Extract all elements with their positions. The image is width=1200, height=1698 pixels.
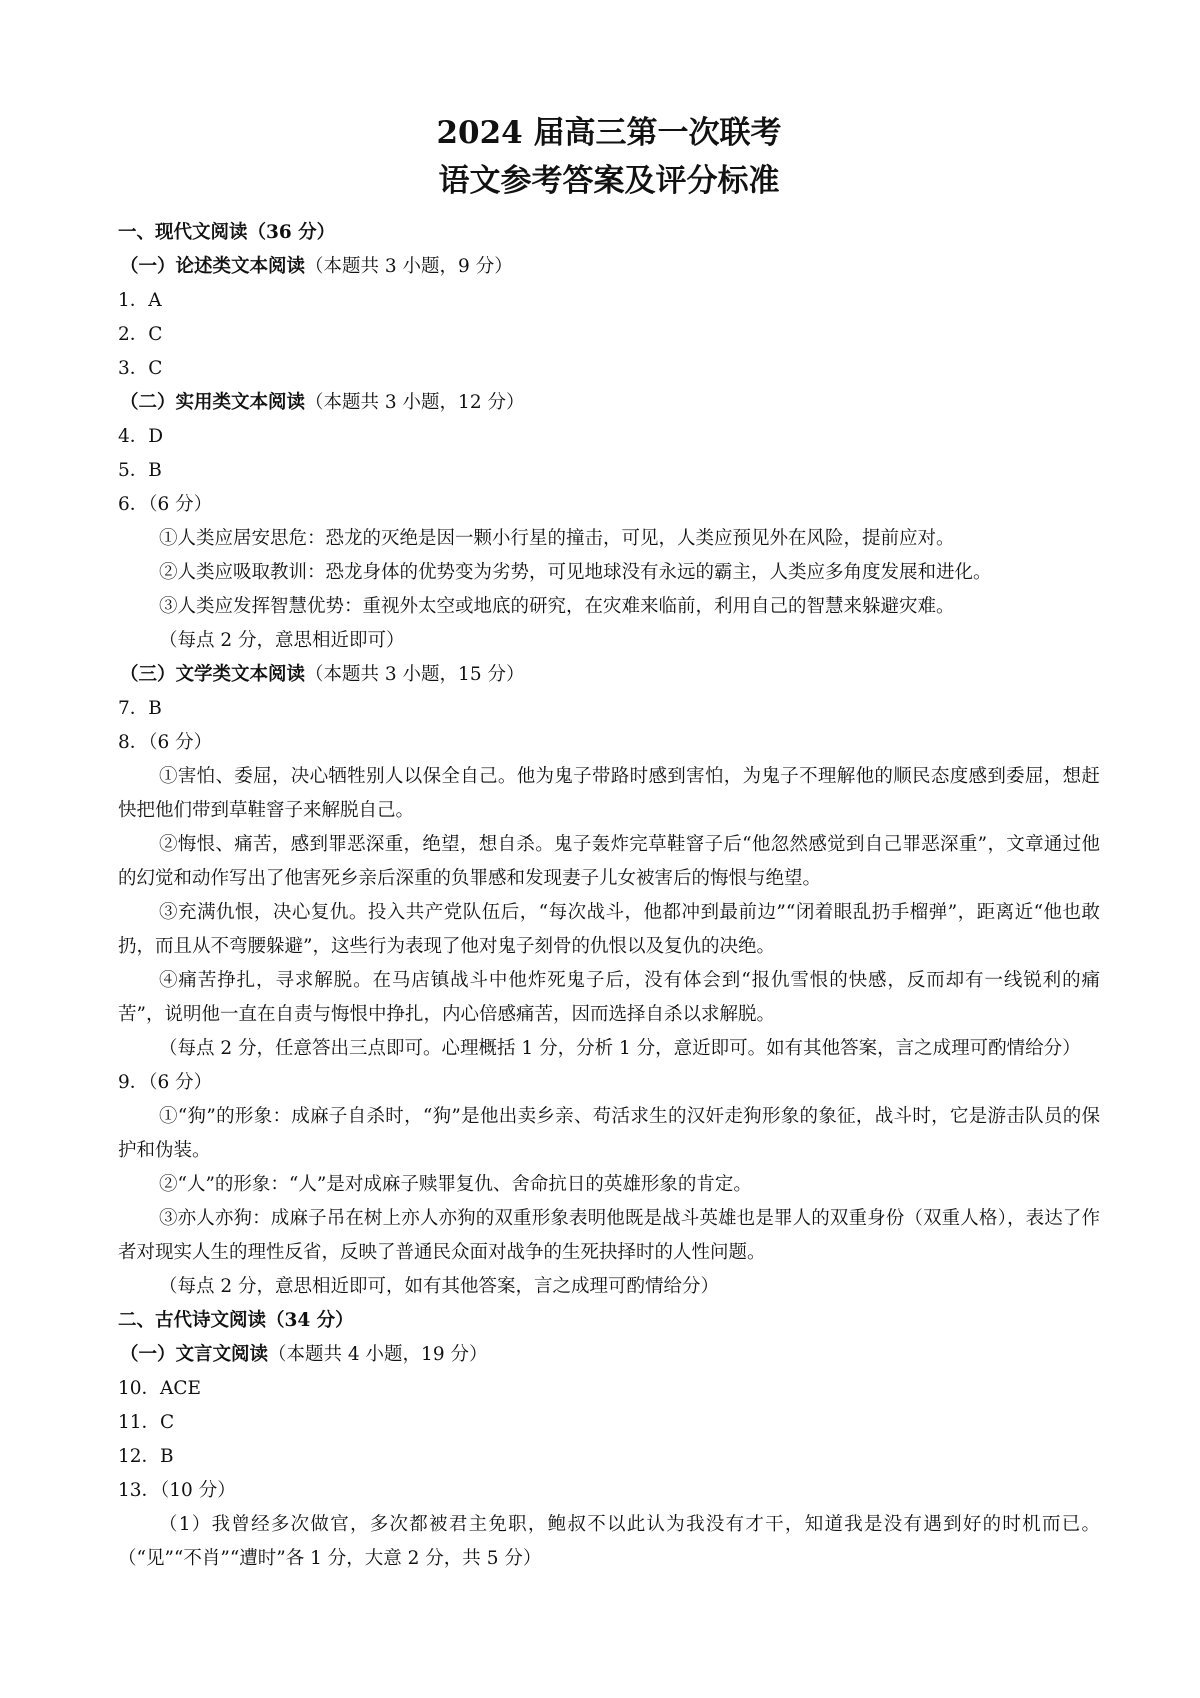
subsection-heading [118, 250, 1100, 284]
answer-paragraph: ②悔恨、痛苦，感到罪恶深重，绝望，想自杀。鬼子轰炸完草鞋窨子后“他忽然感觉到自己罪恶深重”，文章通过他的幻觉和动作写出了他害死乡亲后深重的负罪感和发现妻子儿女被害后的悔恨与绝望。 [118, 834, 1100, 889]
answer-item: 10．ACE [118, 1378, 202, 1399]
document-body [118, 216, 1100, 1576]
answer-item: 2．C [118, 324, 163, 345]
answer-item: 7．B [118, 698, 162, 719]
answer-paragraph: ②“人”的形象：“人”是对成麻子赎罪复仇、舍命抗日的英雄形象的肯定。 [159, 1174, 752, 1195]
answer-paragraph: （1）我曾经多次做官，多次都被君主免职，鲍叔不以此认为我没有才干，知道我是没有遇到好的时机而已。（“见”“不肖”“遭时”各 1 分，大意 2 分，共 5 分） [118, 1514, 1100, 1569]
subsection-score: （本题共 3 小题，12 分） [305, 392, 525, 413]
answer-paragraph: ①人类应居安思危：恐龙的灭绝是因一颗小行星的撞击，可见，人类应预见外在风险，提前应对。 [159, 528, 955, 549]
answer-item: 13．（10 分） [118, 1480, 236, 1501]
subsection-title: （一）论述类文本阅读 [120, 256, 306, 277]
answer-paragraph: ④痛苦挣扎，寻求解脱。在马店镇战斗中他炸死鬼子后，没有体会到“报仇雪恨的快感，反而却有一线锐利的痛苦”，说明他一直在自责与悔恨中挣扎，内心倍感痛苦，因而选择自杀以求解脱。 [118, 970, 1100, 1025]
answer-item: 9．（6 分） [118, 1072, 213, 1093]
section-heading: 二、古代诗文阅读（34 分） [118, 1310, 354, 1331]
subsection-heading [118, 386, 1100, 420]
answer-item: 6．（6 分） [118, 494, 213, 515]
subsection-title: （一）文言文阅读 [120, 1344, 269, 1365]
answer-item: 11．C [118, 1412, 175, 1433]
answer-paragraph: ②人类应吸取教训：恐龙身体的优势变为劣势，可见地球没有永远的霸主，人类应多角度发展和进化。 [159, 562, 992, 583]
answer-item: 3．C [118, 358, 163, 379]
answer-paragraph: ③亦人亦狗：成麻子吊在树上亦人亦狗的双重形象表明他既是战斗英雄也是罪人的双重身份（双重人格），表达了作者对现实人生的理性反省，反映了普通民众面对战争的生死抉择时的人性问题。 [118, 1208, 1100, 1263]
answer-paragraph: ③人类应发挥智慧优势：重视外太空或地底的研究，在灾难来临前，利用自己的智慧来躲避灾难。 [159, 596, 955, 617]
answer-item: 12．B [118, 1446, 174, 1467]
subsection-heading [118, 658, 1100, 692]
subsection-title: （二）实用类文本阅读 [120, 392, 306, 413]
scoring-note: （每点 2 分，意思相近即可，如有其他答案，言之成理可酌情给分） [159, 1276, 720, 1297]
answer-paragraph: ①害怕、委屈，决心牺牲别人以保全自己。他为鬼子带路时感到害怕，为鬼子不理解他的顺民态度感到委屈，想赶快把他们带到草鞋窨子来解脱自己。 [118, 766, 1100, 821]
answer-item: 8．（6 分） [118, 732, 213, 753]
answer-item: 5．B [118, 460, 162, 481]
answer-paragraph: （每点 2 分，任意答出三点即可。心理概括 1 分，分析 1 分，意近即可。如有其他答案，言之成理可酌情给分） [159, 1038, 1081, 1059]
answer-paragraph: ①“狗”的形象：成麻子自杀时，“狗”是他出卖乡亲、苟活求生的汉奸走狗形象的象征，战斗时，它是游击队员的保护和伪装。 [118, 1106, 1100, 1161]
subsection-score: （本题共 4 小题，19 分） [268, 1344, 488, 1365]
subsection-title: （三）文学类文本阅读 [120, 664, 306, 685]
subsection-score: （本题共 3 小题，9 分） [305, 256, 513, 277]
subsection-score: （本题共 3 小题，15 分） [305, 664, 525, 685]
document-subtitle: 语文参考答案及评分标准 [438, 163, 780, 199]
answer-item: 1．A [118, 290, 162, 311]
answer-item: 4．D [118, 426, 164, 447]
section-heading: 一、现代文阅读（36 分） [118, 222, 336, 243]
scoring-note: （每点 2 分，意思相近即可） [159, 630, 405, 651]
answer-paragraph: ③充满仇恨，决心复仇。投入共产党队伍后，“每次战斗，他都冲到最前边”“闭着眼乱扔手榴弹”，距离近“他也敢扔，而且从不弯腰躲避”，这些行为表现了他对鬼子刻骨的仇恨以及复仇的决绝。 [118, 902, 1100, 957]
document-title: 2024 届高三第一次联考 [436, 115, 782, 151]
subsection-heading [118, 1338, 1100, 1372]
